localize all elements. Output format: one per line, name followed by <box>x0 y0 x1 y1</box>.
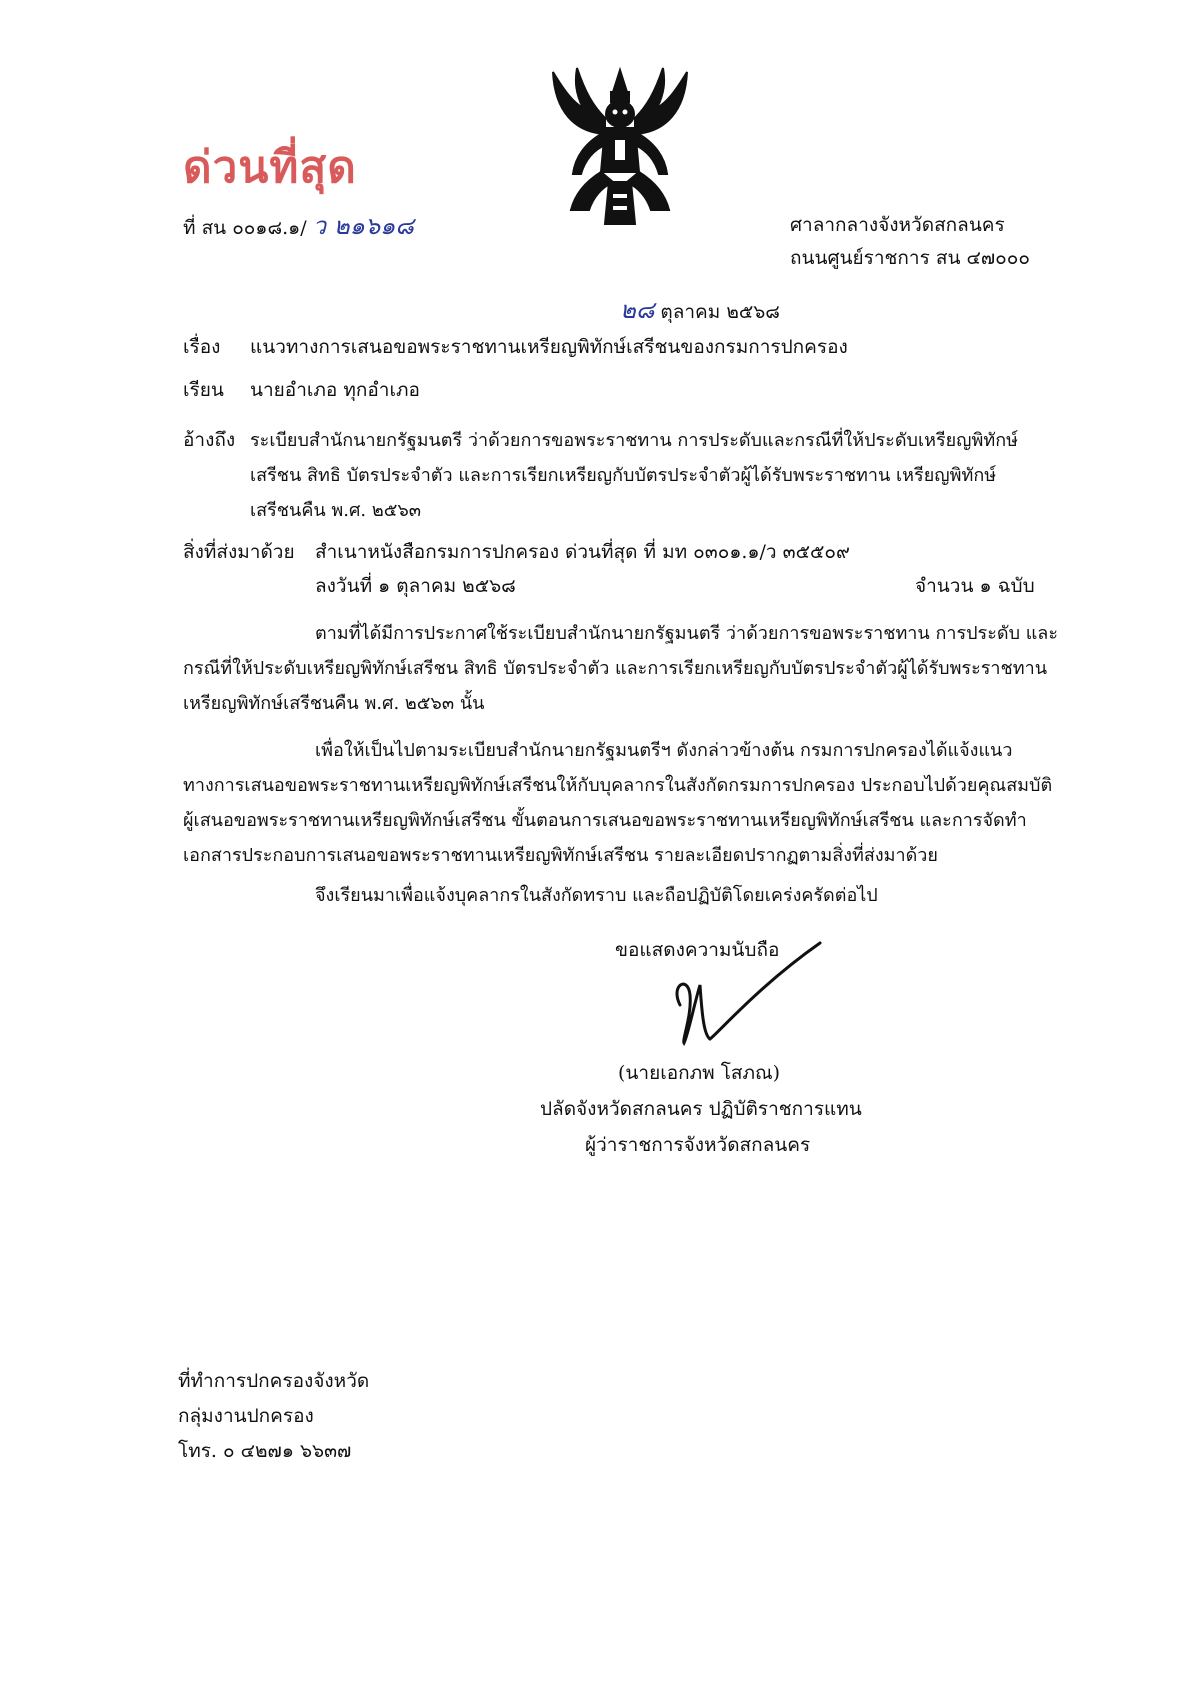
signatory-name: (นายเอกภพ โสภณ) <box>618 1062 781 1084</box>
document-number-handwritten: ว ๒๑๖๑๘ <box>312 212 414 240</box>
document-date <box>620 290 780 329</box>
body-paragraph-2-line: เอกสารประกอบการเสนอขอพระราชทานเหรียญพิทักษ์เสรีชน รายละเอียดปรากฏตามสิ่งที่ส่งมาด้วย <box>183 845 938 866</box>
to-label: เรียน <box>183 379 224 401</box>
body-paragraph-1-line: ตามที่ได้มีการประกาศใช้ระเบียบสำนักนายกรัฐมนตรี ว่าด้วยการขอพระราชทาน การประดับ และ <box>315 623 1059 644</box>
signatory-position-line1: ปลัดจังหวัดสกลนคร ปฏิบัติราชการแทน <box>540 1098 862 1120</box>
document-number <box>183 206 414 245</box>
enclosure-label: สิ่งที่ส่งมาด้วย <box>183 541 295 563</box>
footer-section: กลุ่มงานปกครอง <box>178 1405 314 1427</box>
enclosure-line1: สำเนาหนังสือกรมการปกครอง ด่วนที่สุด ที่ มท ๐๓๐๑.๑/ว ๓๕๕๐๙ <box>315 541 850 563</box>
reference-line: เสรีชน สิทธิ บัตรประจำตัว และการเรียกเหรียญกับบัตรประจำตัวผู้ได้รับพระราชทาน เหรียญพิทักษ์ <box>250 465 997 486</box>
date-day-handwritten: ๒๘ <box>620 296 655 324</box>
closing-regards: ขอแสดงความนับถือ <box>615 939 780 961</box>
enclosure-line2: ลงวันที่ ๑ ตุลาคม ๒๕๖๘ <box>315 575 516 597</box>
to-text: นายอำเภอ ทุกอำเภอ <box>250 379 420 401</box>
reference-line: ระเบียบสำนักนายกรัฐมนตรี ว่าด้วยการขอพระราชทาน การประดับและกรณีที่ให้ประดับเหรียญพิทักษ์ <box>250 430 1019 451</box>
reference-label: อ้างถึง <box>183 429 236 451</box>
office-address-line1: ศาลากลางจังหวัดสกลนคร <box>790 214 1005 236</box>
subject-text: แนวทางการเสนอขอพระราชทานเหรียญพิทักษ์เสรีชนของกรมการปกครอง <box>250 336 848 358</box>
body-paragraph-1-line: กรณีที่ให้ประดับเหรียญพิทักษ์เสรีชน สิทธิ บัตรประจำตัว และการเรียกเหรียญกับบัตรประจำตัวผู้ได้รับพระราชทาน <box>183 658 1048 679</box>
garuda-emblem-icon <box>535 62 705 230</box>
body-paragraph-3: จึงเรียนมาเพื่อแจ้งบุคลากรในสังกัดทราบ และถือปฏิบัติโดยเคร่งครัดต่อไป <box>315 885 878 906</box>
body-paragraph-2-line: เพื่อให้เป็นไปตามระเบียบสำนักนายกรัฐมนตรีฯ ดังกล่าวข้างต้น กรมการปกครองได้แจ้งแนว <box>315 740 1013 761</box>
enclosure-count: จำนวน ๑ ฉบับ <box>915 575 1035 597</box>
body-paragraph-2-line: ผู้เสนอขอพระราชทานเหรียญพิทักษ์เสรีชน ขั้นตอนการเสนอขอพระราชทานเหรียญพิทักษ์เสรีชน และการจัดทำ <box>183 810 1027 831</box>
date-month-year: ตุลาคม ๒๕๖๘ <box>660 301 780 323</box>
body-paragraph-1-line: เหรียญพิทักษ์เสรีชนคืน พ.ศ. ๒๕๖๓ นั้น <box>183 693 485 714</box>
footer-department: ที่ทำการปกครองจังหวัด <box>178 1370 370 1392</box>
urgency-stamp: ด่วนที่สุด <box>183 142 357 193</box>
body-paragraph-2-line: ทางการเสนอขอพระราชทานเหรียญพิทักษ์เสรีชนให้กับบุคลากรในสังกัดกรมการปกครอง ประกอบไปด้วยคุณสมบัติ <box>183 775 1053 796</box>
signatory-position-line2: ผู้ว่าราชการจังหวัดสกลนคร <box>585 1134 811 1156</box>
signature-icon <box>660 935 830 1055</box>
document-number-prefix: ที่ สน ๐๐๑๘.๑/ <box>183 217 307 239</box>
footer-phone: โทร. ๐ ๔๒๗๑ ๖๖๓๗ <box>178 1440 352 1462</box>
reference-line: เสรีชนคืน พ.ศ. ๒๕๖๓ <box>250 500 422 521</box>
subject-label: เรื่อง <box>183 336 221 358</box>
office-address-line2: ถนนศูนย์ราชการ สน ๔๗๐๐๐ <box>790 247 1030 269</box>
